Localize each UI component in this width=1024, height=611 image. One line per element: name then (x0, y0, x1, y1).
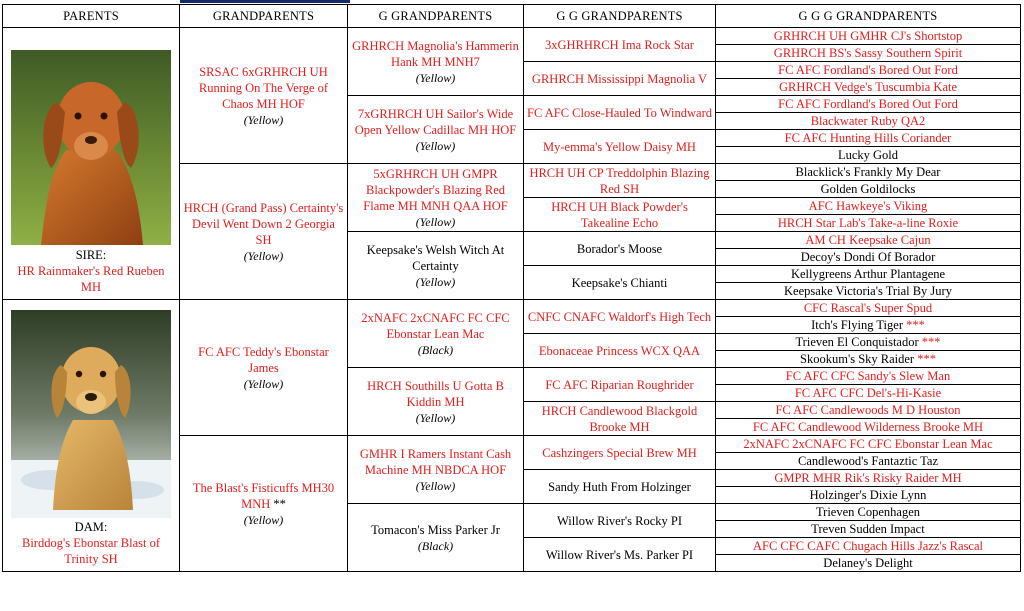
gg-grandparent-1[interactable]: 3xGHRHRCH Ima Rock Star (524, 28, 716, 62)
grandparent-4[interactable] (180, 436, 348, 572)
g-grandparent-4[interactable] (348, 232, 524, 300)
gg-grandparent-9[interactable]: CNFC CNAFC Waldorf's High Tech (524, 300, 716, 334)
ggg-grandparent-20-stars: *** (917, 352, 936, 366)
grandparent-3-color: (Yellow) (243, 376, 284, 391)
gg-grandparent-11[interactable]: FC AFC Riparian Roughrider (524, 368, 716, 402)
gg-grandparent-15[interactable]: Willow River's Rocky PI (524, 504, 716, 538)
ggg-grandparent-16[interactable]: Keepsake Victoria's Trial By Jury (716, 283, 1021, 300)
g-grandparent-7-name: GMHR I Ramers Instant Cash Machine MH NBDCA HOF (359, 446, 512, 477)
ggg-grandparent-18-stars: *** (906, 318, 925, 332)
ggg-grandparent-32[interactable]: Delaney's Delight (716, 555, 1021, 572)
ggg-grandparent-12[interactable]: HRCH Star Lab's Take-a-line Roxie (716, 215, 1021, 232)
ggg-grandparent-30[interactable]: Treven Sudden Impact (716, 521, 1021, 538)
ggg-grandparent-24[interactable]: FC AFC Candlewood Wilderness Brooke MH (716, 419, 1021, 436)
header-grandparents: GRANDPARENTS (180, 5, 348, 28)
header-gg-grandparents: G G GRANDPARENTS (524, 5, 716, 28)
grandparent-3[interactable] (180, 300, 348, 436)
dam-label: DAM: (74, 520, 108, 534)
header-ggg-grandparents: G G G GRANDPARENTS (716, 5, 1021, 28)
grandparent-2-name: HRCH (Grand Pass) Certainty's Devil Went Down 2 Georgia SH (183, 200, 344, 247)
ggg-grandparent-19-stars: *** (921, 335, 941, 349)
ggg-grandparent-5[interactable]: FC AFC Fordland's Bored Out Ford (716, 96, 1021, 113)
g-grandparent-1-color: (Yellow) (415, 70, 456, 85)
ggg-grandparent-17[interactable]: CFC Rascal's Super Spud (716, 300, 1021, 317)
sire-name[interactable]: HR Rainmaker's Red Rueben MH (17, 264, 165, 294)
g-grandparent-6[interactable] (348, 368, 524, 436)
ggg-grandparent-23[interactable]: FC AFC Candlewoods M D Houston (716, 402, 1021, 419)
grandparent-3-name: FC AFC Teddy's Ebonstar James (198, 344, 329, 375)
ggg-grandparent-11[interactable]: AFC Hawkeye's Viking (716, 198, 1021, 215)
ggg-grandparent-18[interactable] (716, 317, 1021, 334)
header-g-grandparents: G GRANDPARENTS (348, 5, 524, 28)
g-grandparent-1-name: GRHRCH Magnolia's Hammerin Hank MH MNH7 (352, 38, 519, 69)
ggg-grandparent-29[interactable]: Trieven Copenhagen (716, 504, 1021, 521)
ggg-grandparent-20[interactable] (716, 351, 1021, 368)
ggg-grandparent-28[interactable]: Holzinger's Dixie Lynn (716, 487, 1021, 504)
ggg-grandparent-14[interactable]: Decoy's Dondi Of Borador (716, 249, 1021, 266)
ggg-grandparent-7[interactable]: FC AFC Hunting Hills Coriander (716, 130, 1021, 147)
ggg-grandparent-31[interactable]: AFC CFC CAFC Chugach Hills Jazz's Rascal (716, 538, 1021, 555)
header-row (3, 5, 1021, 28)
ggg-grandparent-4[interactable]: GRHRCH Vedge's Tuscumbia Kate (716, 79, 1021, 96)
ggg-grandparent-22[interactable]: FC AFC CFC Del's-Hi-Kasie (716, 385, 1021, 402)
gg-grandparent-12[interactable]: HRCH Candlewood Blackgold Brooke MH (524, 402, 716, 436)
gg-grandparent-10[interactable]: Ebonaceae Princess WCX QAA (524, 334, 716, 368)
grandparent-4-stars: ** (273, 496, 286, 511)
gg-grandparent-5[interactable]: HRCH UH CP Treddolphin Blazing Red SH (524, 164, 716, 198)
grandparent-4-name: The Blast's Fisticuffs MH30 MNH (192, 480, 335, 511)
grandparent-4-color: (Yellow) (243, 512, 284, 527)
grandparent-2[interactable] (180, 164, 348, 300)
grandparent-1[interactable] (180, 28, 348, 164)
grandparent-2-color: (Yellow) (243, 248, 284, 263)
grandparent-1-name: SRSAC 6xGRHRCH UH Running On The Verge of Chaos MH HOF (198, 64, 329, 111)
g-grandparent-3[interactable] (348, 164, 524, 232)
g-grandparent-5[interactable] (348, 300, 524, 368)
g-grandparent-8[interactable] (348, 504, 524, 572)
gg-grandparent-6[interactable]: HRCH UH Black Powder's Takealine Echo (524, 198, 716, 232)
ggg-grandparent-27[interactable]: GMPR MHR Rik's Risky Raider MH (716, 470, 1021, 487)
ggg-grandparent-9[interactable]: Blacklick's Frankly My Dear (716, 164, 1021, 181)
g-grandparent-3-color: (Yellow) (415, 214, 456, 229)
ggg-grandparent-3[interactable]: FC AFC Fordland's Bored Out Ford (716, 62, 1021, 79)
dam-name[interactable]: Birddog's Ebonstar Blast of Trinity SH (21, 536, 160, 566)
g-grandparent-7-color: (Yellow) (415, 478, 456, 493)
ggg-grandparent-6[interactable]: Blackwater Ruby QA2 (716, 113, 1021, 130)
ggg-grandparent-13[interactable]: AM CH Keepsake Cajun (716, 232, 1021, 249)
ggg-grandparent-1[interactable]: GRHRCH UH GMHR CJ's Shortstop (716, 28, 1021, 45)
grandparent-1-color: (Yellow) (243, 112, 284, 127)
g-grandparent-5-name: 2xNAFC 2xCNAFC FC CFC Ebonstar Lean Mac (361, 310, 510, 341)
g-grandparent-2-color: (Yellow) (415, 138, 456, 153)
g-grandparent-1[interactable] (348, 28, 524, 96)
g-grandparent-2-name: 7xGRHRCH UH Sailor's Wide Open Yellow Cadillac MH HOF (354, 106, 517, 137)
ggg-grandparent-2[interactable]: GRHRCH BS's Sassy Southern Spirit (716, 45, 1021, 62)
sire-label: SIRE: (75, 248, 107, 262)
ggg-grandparent-25[interactable]: 2xNAFC 2xCNAFC FC CFC Ebonstar Lean Mac (716, 436, 1021, 453)
pedigree-table (2, 4, 1021, 572)
ggg-grandparent-8[interactable]: Lucky Gold (716, 147, 1021, 164)
g-grandparent-4-name: Keepsake's Welsh Witch At Certainty (366, 242, 505, 273)
gg-grandparent-7[interactable]: Borador's Moose (524, 232, 716, 266)
ggg-grandparent-10[interactable]: Golden Goldilocks (716, 181, 1021, 198)
gg-grandparent-8[interactable]: Keepsake's Chianti (524, 266, 716, 300)
gg-grandparent-14[interactable]: Sandy Huth From Holzinger (524, 470, 716, 504)
g-grandparent-8-name: Tomacon's Miss Parker Jr (371, 522, 500, 537)
g-grandparent-5-color: (Black) (417, 342, 454, 357)
gg-grandparent-2[interactable]: GRHRCH Mississippi Magnolia V (524, 62, 716, 96)
sire-cell (3, 28, 180, 300)
g-grandparent-6-name: HRCH Southills U Gotta B Kiddin MH (367, 378, 504, 409)
dam-photo (11, 310, 171, 518)
g-grandparent-7[interactable] (348, 436, 524, 504)
gg-grandparent-16[interactable]: Willow River's Ms. Parker PI (524, 538, 716, 572)
g-grandparent-2[interactable] (348, 96, 524, 164)
g-grandparent-6-color: (Yellow) (415, 410, 456, 425)
ggg-grandparent-20-name: Skookum's Sky Raider (800, 352, 915, 366)
header-parents: PARENTS (3, 5, 180, 28)
g-grandparent-3-name: 5xGRHRCH UH GMPR Blackpowder's Blazing Red Flame MH MNH QAA HOF (363, 166, 508, 213)
ggg-grandparent-15[interactable]: Kellygreens Arthur Plantagene (716, 266, 1021, 283)
ggg-grandparent-21[interactable]: FC AFC CFC Sandy's Slew Man (716, 368, 1021, 385)
header-accent-bar (180, 0, 350, 3)
dam-cell (3, 300, 180, 572)
ggg-grandparent-19[interactable] (716, 334, 1021, 351)
g-grandparent-8-color: (Black) (417, 538, 454, 553)
gg-grandparent-3[interactable]: FC AFC Close-Hauled To Windward (524, 96, 716, 130)
sire-photo (11, 50, 171, 245)
ggg-grandparent-19-name: Trieven El Conquistador (795, 335, 919, 349)
g-grandparent-4-color: (Yellow) (415, 274, 456, 289)
gg-grandparent-4[interactable]: My-emma's Yellow Daisy MH (524, 130, 716, 164)
ggg-grandparent-26[interactable]: Candlewood's Fantaztic Taz (716, 453, 1021, 470)
ggg-grandparent-18-name: Itch's Flying Tiger (811, 318, 903, 332)
gg-grandparent-13[interactable]: Cashzingers Special Brew MH (524, 436, 716, 470)
